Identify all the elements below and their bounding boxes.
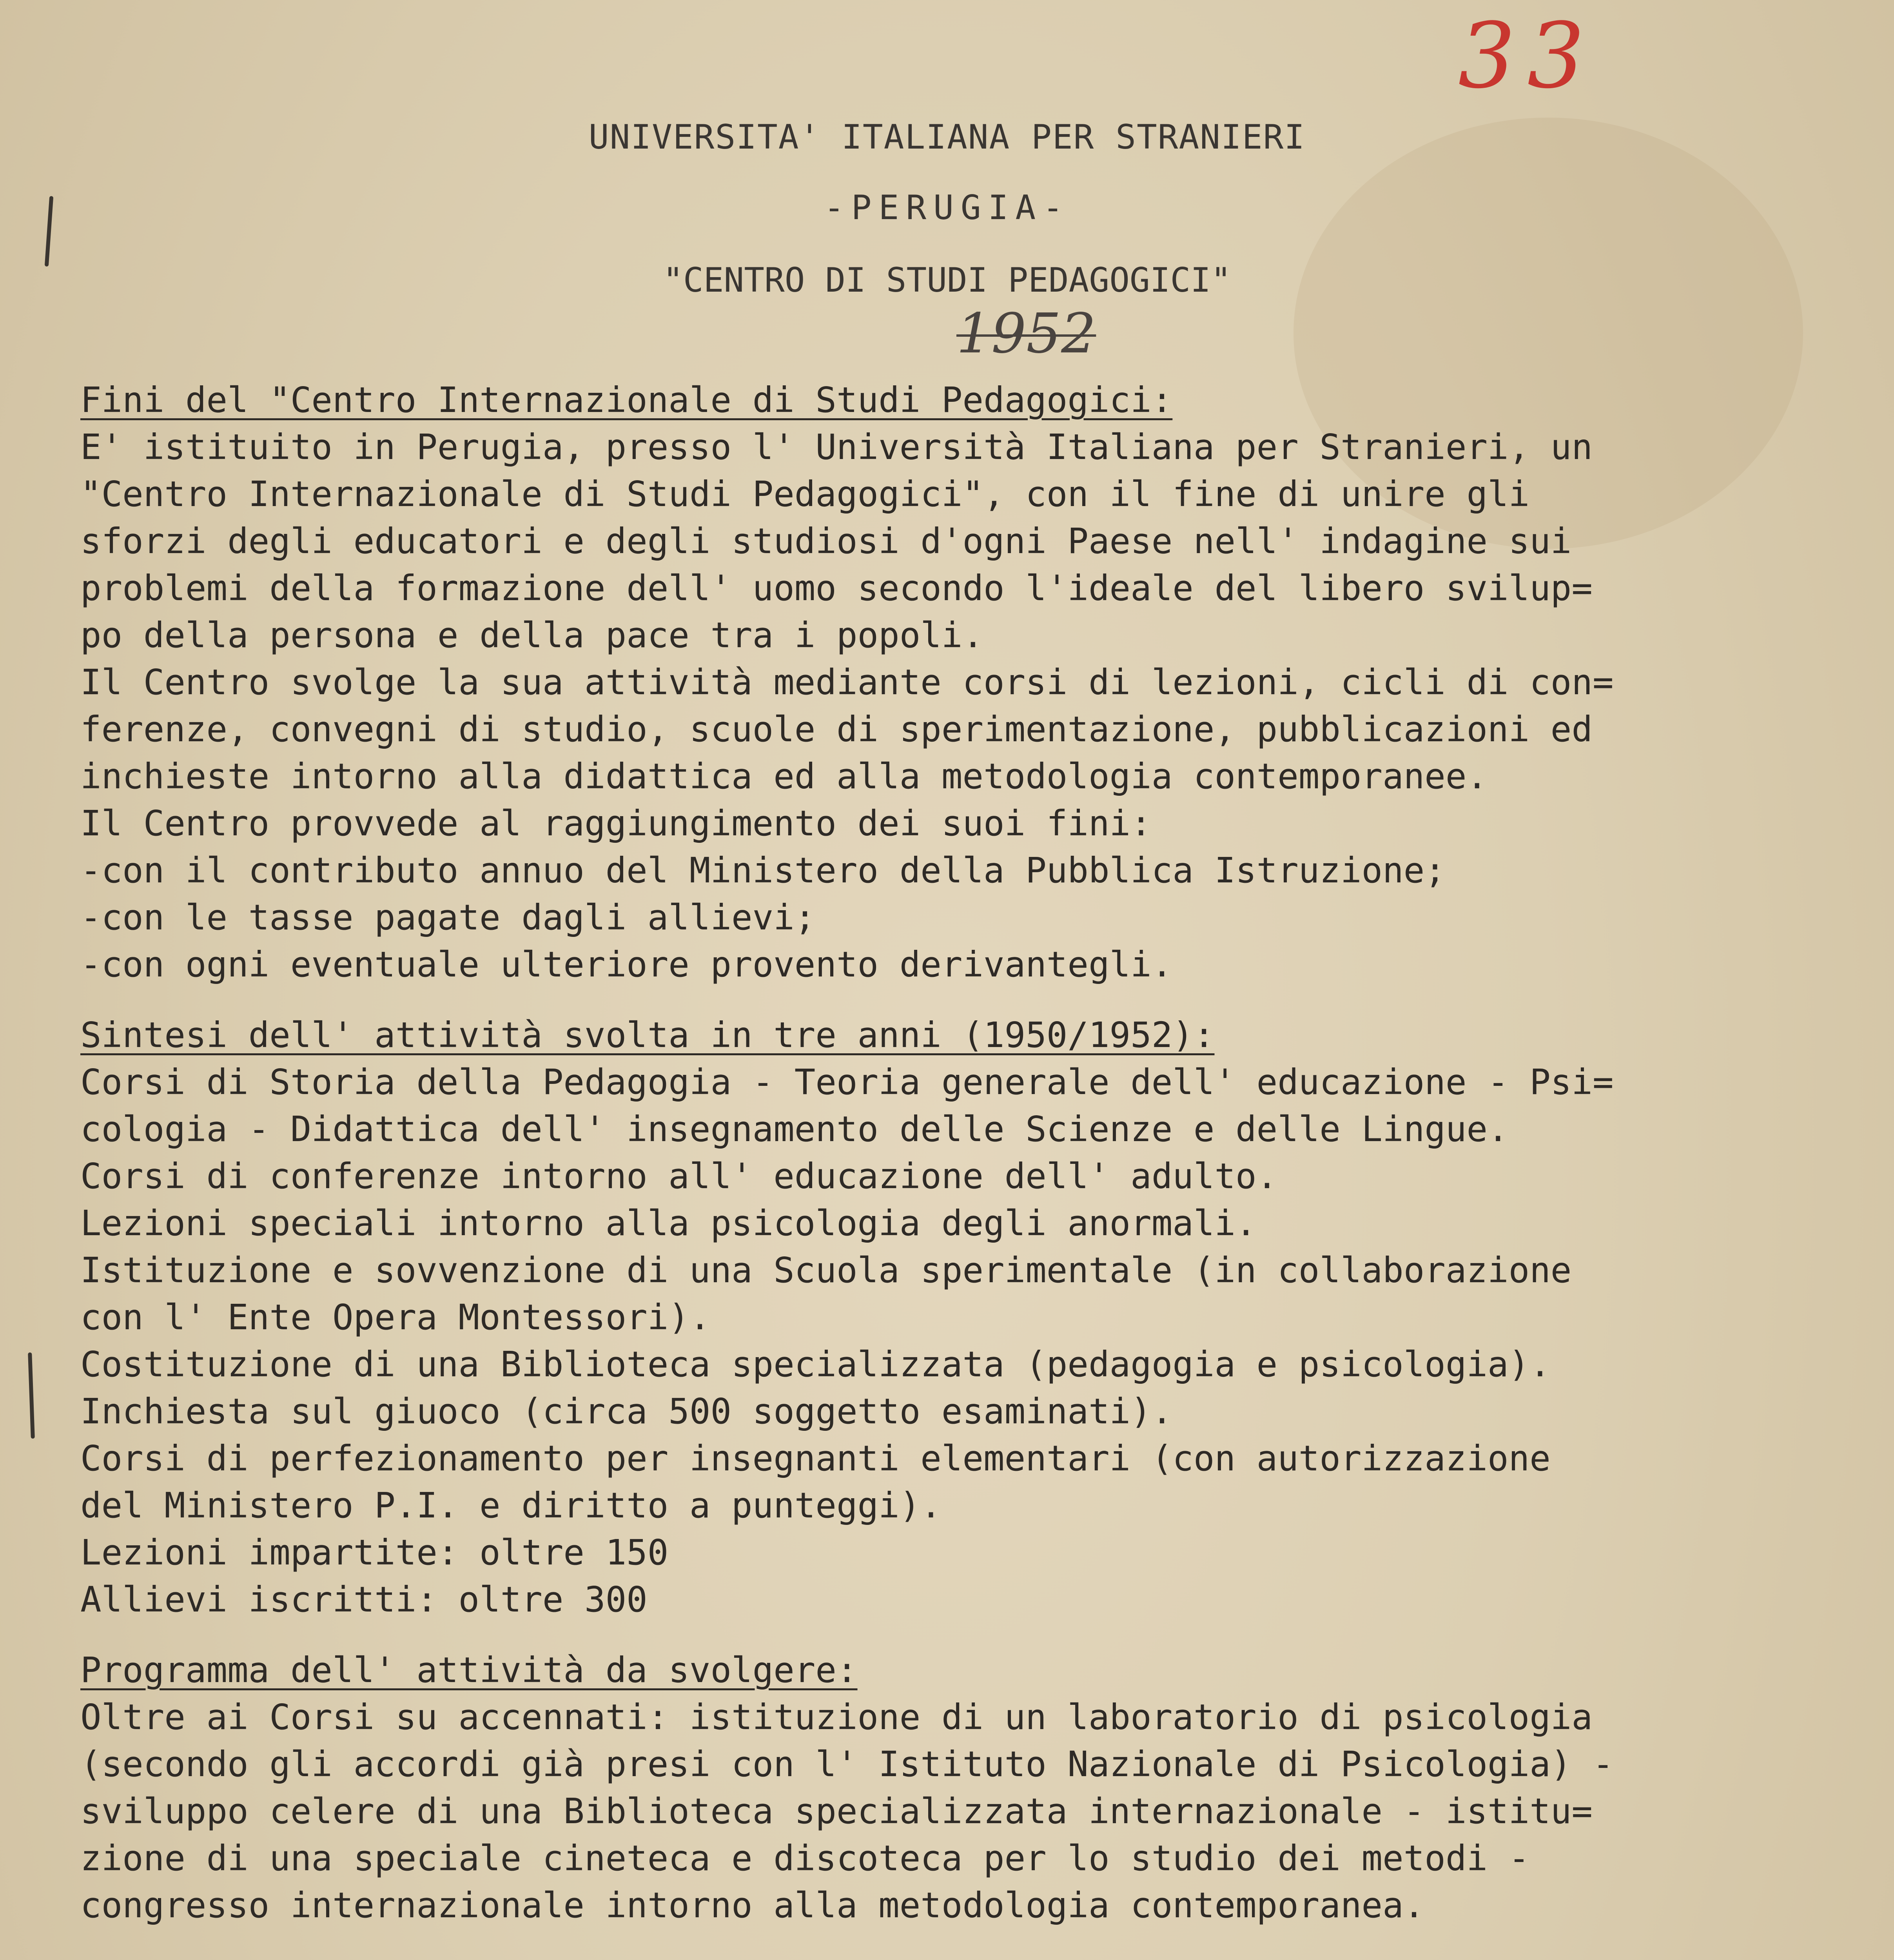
- body-line: -con le tasse pagate dagli allievi;: [80, 897, 816, 938]
- body-line: cologia - Didattica dell' insegnamento delle Scienze e delle Lingue.: [80, 1109, 1509, 1149]
- body-line: sviluppo celere di una Biblioteca specializzata internazionale - istitu=: [80, 1791, 1593, 1831]
- body-line: Inchiesta sul giuoco (circa 500 soggetto esaminati).: [80, 1391, 1173, 1432]
- body-line: ferenze, convegni di studio, scuole di sperimentazione, pubblicazioni ed: [80, 709, 1593, 750]
- section-heading-aims: Fini del "Centro Internazionale di Studi Pedagogici:: [80, 379, 1173, 420]
- body-line: -con ogni eventuale ulteriore provento derivantegli.: [80, 944, 1173, 985]
- body-line: con l' Ente Opera Montessori).: [80, 1297, 711, 1338]
- body-line: Corsi di Storia della Pedagogia - Teoria generale dell' educazione - Psi=: [80, 1062, 1614, 1102]
- body-line: sforzi degli educatori e degli studiosi d'ogni Paese nell' indagine sui: [80, 521, 1572, 561]
- body-line: Il Centro provvede al raggiungimento dei suoi fini:: [80, 803, 1152, 844]
- body-line: (secondo gli accordi già presi con l' Istituto Nazionale di Psicologia) -: [80, 1744, 1614, 1784]
- body-line: inchieste intorno alla didattica ed alla metodologia contemporanee.: [80, 756, 1488, 797]
- margin-mark: [28, 1352, 35, 1439]
- body-line: congresso internazionale intorno alla metodologia contemporanea.: [80, 1885, 1425, 1926]
- body-line: E' istituito in Perugia, presso l' Università Italiana per Stranieri, un: [80, 426, 1593, 467]
- body-line: zione di una speciale cineteca e discoteca per lo studio dei metodi -: [80, 1838, 1530, 1878]
- body-line: problemi della formazione dell' uomo secondo l'ideale del libero svilup=: [80, 568, 1593, 608]
- folio-number: 33: [1458, 4, 1596, 109]
- handwritten-year: 1952: [956, 302, 1096, 366]
- document-body: [80, 376, 1852, 1960]
- body-line: Istituzione e sovvenzione di una Scuola sperimentale (in collaborazione: [80, 1250, 1572, 1290]
- body-line: Costituzione di una Biblioteca specializzata (pedagogia e psicologia).: [80, 1344, 1551, 1385]
- body-line: Lezioni speciali intorno alla psicologia degli anormali.: [80, 1203, 1257, 1243]
- body-line: Il Centro svolge la sua attività mediante corsi di lezioni, cicli di con=: [80, 662, 1614, 702]
- body-line: Corsi di perfezionamento per insegnanti elementari (con autorizzazione: [80, 1438, 1551, 1479]
- section-heading-program: Programma dell' attività da svolgere:: [80, 1650, 858, 1690]
- body-line: Oltre ai Corsi su accennati: istituzione di un laboratorio di psicologia: [80, 1697, 1593, 1737]
- body-line: del Ministero P.I. e diritto a punteggi).: [80, 1485, 942, 1526]
- header-centre: "CENTRO DI STUDI PEDAGOGICI": [663, 261, 1231, 300]
- body-line: Lezioni impartite: oltre 150: [80, 1532, 669, 1573]
- header-city: -PERUGIA-: [824, 188, 1070, 227]
- body-line: "Centro Internazionale di Studi Pedagogici", con il fine di unire gli: [80, 474, 1530, 514]
- body-line: Allievi iscritti: oltre 300: [80, 1579, 648, 1620]
- body-line: Corsi di conferenze intorno all' educazione dell' adulto.: [80, 1156, 1278, 1196]
- body-line: po della persona e della pace tra i popoli.: [80, 615, 984, 655]
- section-heading-summary: Sintesi dell' attività svolta in tre anni (1950/1952):: [80, 1014, 1215, 1055]
- body-line: -con il contributo annuo del Ministero della Pubblica Istruzione;: [80, 850, 1446, 891]
- header-university: UNIVERSITA' ITALIANA PER STRANIERI: [588, 118, 1306, 157]
